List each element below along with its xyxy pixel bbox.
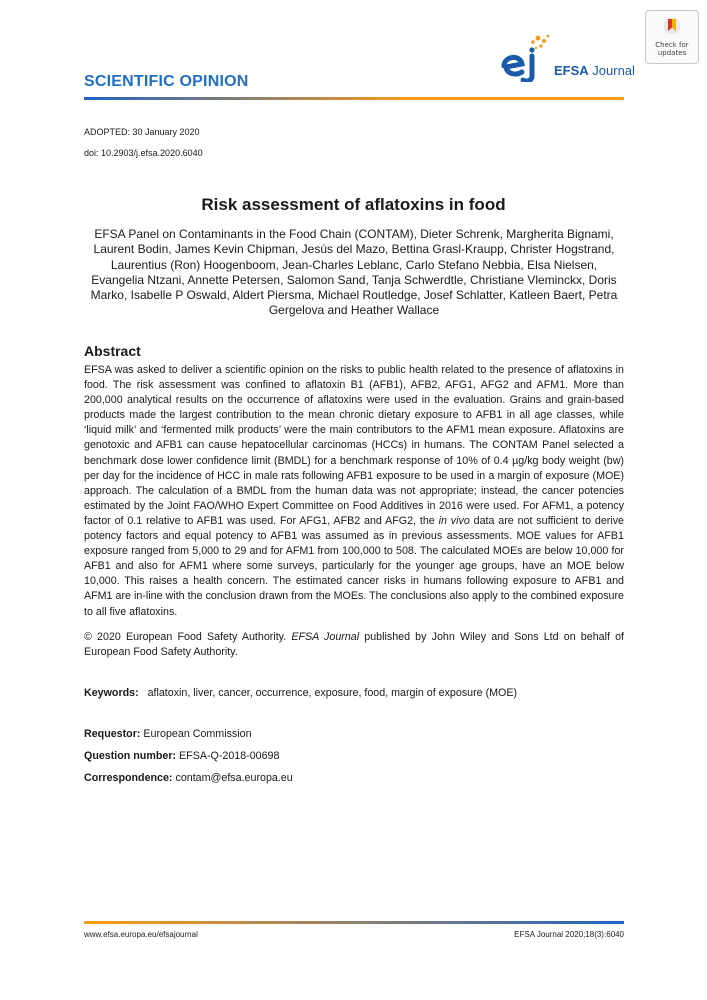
copyright-notice: © 2020 European Food Safety Authority. EFSA Journal published by John Wiley and Sons Ltd on behalf of European Food Safety Authority. [84,631,624,659]
keywords-value: aflatoxin, liver, cancer, occurrence, exposure, food, margin of exposure (MOE) [147,687,518,699]
footer-citation: EFSA Journal 2020;18(3):6040 [514,930,624,939]
check-for-updates-badge[interactable] [645,10,699,64]
author-list: EFSA Panel on Contaminants in the Food Chain (CONTAM), Dieter Schrenk, Margherita Bignami, Laurent Bodin, James Kevin Chipman, Jesús del Mazo, Bettina Grasl-Kraupp, Christer Hogstrand, Laurentius (Ron) Hoogenboom, Jean-Charles Leblanc, Carlo Stefano Nebbia, Elsa Nielsen, Evangelia Ntzani, Annette Petersen, Salomon Sand, Tanja Schwerdtle, Christiane Vleminckx, Doris Marko, Isabelle P Oswald, Aldert Piersma, Michael Routledge, Josef Schlatter, Katleen Baert, Petra Gergelova and Heather Wallace [90,227,618,318]
check-for-updates-label: Check for updates [655,41,689,57]
requestor: Requestor: European Commission [84,728,252,740]
doi[interactable]: doi: 10.2903/j.efsa.2020.6040 [84,148,203,158]
footer-website-link[interactable]: www.efsa.europa.eu/efsajournal [84,930,198,939]
correspondence-email[interactable]: contam@efsa.europa.eu [175,772,293,784]
abstract-text: EFSA was asked to deliver a scientific opinion on the risks to public health related to the presence of aflatoxins in food. The risk assessment was confined to aflatoxin B1 (AFB1), AFB2, AFG1, AFG2 and AFM1. More than 200,000 analytical results on the occurrence of aflatoxins were used in the evaluation. Grains and grain-based products made the largest contribution to the mean chronic dietary exposure to AFB1 in all age classes, while ‘liquid milk’ and ‘fermented milk products’ were the main contributors to the AFM1 mean exposure. Aflatoxins are genotoxic and AFB1 can cause hepatocellular carcinomas (HCCs) in humans. The CONTAM Panel selected a benchmark dose lower confidence limit (BMDL) for a benchmark response of 10% of 0.4 µg/kg body weight (bw) per day for the incidence of HCC in male rats following AFB1 exposure to be used in a margin of exposure (MOE) approach. The calculation of a BMDL from the human data was not appropriate; instead, the cancer potencies estimated by the Joint FAO/WHO Expert Committee on Food Additives in 2016 were used. For AFM1, a potency factor of 0.1 relative to AFB1 was used. For AFG1, AFB2 and AFG2, the in vivo data are not sufficient to derive potency factors and equal potency to AFB1 was assumed as in previous assessments. MOE values for AFB1 exposure ranged from 5,000 to 29 and for AFM1 from 100,000 to 508. The calculated MOEs are below 10,000 for AFB1 and also for AFM1 where some surveys, particularly for the younger age groups, have an MOE below 10,000. This raises a health concern. The estimated cancer risks in humans following exposure to AFB1 and AFM1 are in-line with the conclusion drawn from the MOEs. The conclusions also apply to the combined exposure to all five aflatoxins. [84,364,625,618]
question-number: Question number: EFSA-Q-2018-00698 [84,750,280,762]
correspondence: Correspondence: contam@efsa.europa.eu [84,772,293,784]
header-divider [84,97,624,100]
keywords-label: Keywords: [84,687,139,699]
journal-name: EFSA Journal [554,63,635,78]
bookmark-icon [663,16,681,36]
keywords [84,686,624,700]
abstract-heading: Abstract [84,343,141,359]
adopted-date: ADOPTED: 30 January 2020 [84,127,200,137]
section-label: SCIENTIFIC OPINION [84,73,249,90]
page-title: Risk assessment of aflatoxins in food [201,195,506,214]
footer-divider [84,921,624,924]
